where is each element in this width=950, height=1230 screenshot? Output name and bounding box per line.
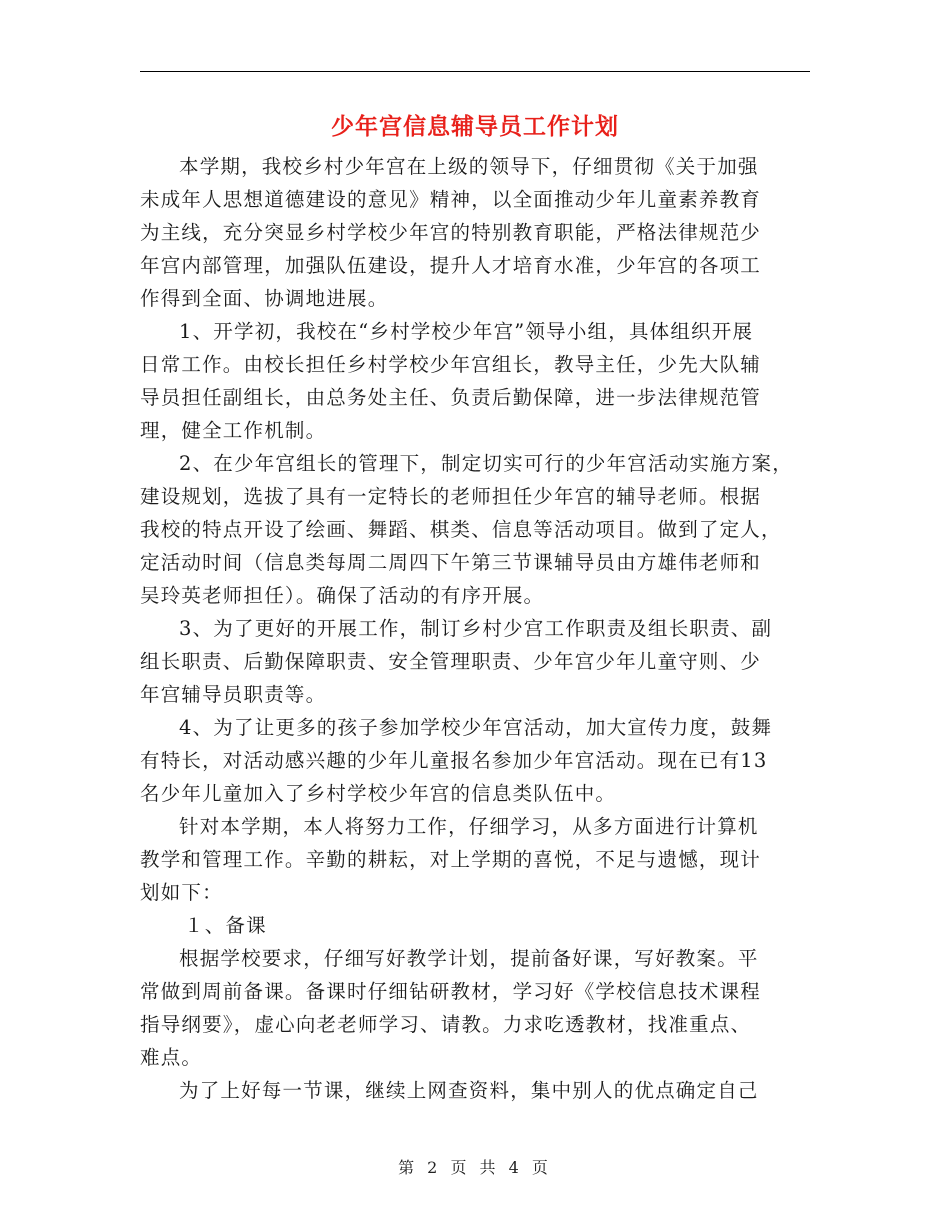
text-line: 导员担任副组长，由总务处主任、负责后勤保障，进一步法律规范管 (140, 386, 762, 409)
text-line: 年宫内部管理，加强队伍建设，提升人才培育水准，少年宫的各项工 (140, 254, 762, 277)
paragraph (140, 150, 812, 315)
text-line: 名少年儿童加入了乡村学校少年宫的信息类队伍中。 (140, 782, 617, 805)
text-line: 有特长，对活动感兴趣的少年儿童报名参加少年宫活动。现在已有13 (140, 749, 768, 772)
text-line: 为主线，充分突显乡村学校少年宫的特别教育职能，严格法律规范少 (140, 221, 762, 244)
paragraph (140, 810, 812, 909)
text-line: 针对本学期，本人将努力工作，仔细学习，从多方面进行计算机 (179, 815, 759, 838)
text-line: 作得到全面、协调地进展。 (140, 287, 389, 310)
header-rule (140, 71, 810, 72)
text-line: 我校的特点开设了绘画、舞蹈、棋类、信息等活动项目。做到了定人， (140, 518, 782, 541)
text-line: 吴玲英老师担任）。确保了活动的有序开展。 (140, 584, 545, 607)
text-line: 常做到周前备课。备课时仔细钻研教材，学习好《学校信息技术课程 (140, 980, 762, 1003)
text-line: 建设规划，选拔了具有一定特长的老师担任少年宫的辅导老师。根据 (140, 485, 762, 508)
paragraph (140, 711, 812, 810)
document-title: 少年宫信息辅导员工作计划 (331, 114, 619, 140)
text-line: 组长职责、后勤保障职责、安全管理职责、少年宫少年儿童守则、少 (140, 650, 762, 673)
paragraph (140, 315, 812, 447)
paragraph (140, 612, 812, 711)
text-line: 1、开学初，我校在“乡村学校少年宫”领导小组，具体组织开展 (179, 320, 754, 343)
text-line: 为了上好每一节课，继续上网查资料，集中别人的优点确定自己 (179, 1079, 759, 1102)
paragraph-group-intro (140, 150, 812, 909)
page-footer: 第 2 页 共 4 页 (398, 1158, 552, 1177)
text-line: 难点。 (140, 1046, 203, 1069)
text-line: 日常工作。由校长担任乡村学校少年宫组长，教导主任，少先大队辅 (140, 353, 762, 376)
text-line: 3、为了更好的开展工作，制订乡村少宫工作职责及组长职责、副 (179, 617, 773, 640)
text-line: 教学和管理工作。辛勤的耕耘，对上学期的喜悦，不足与遗憾，现计 (140, 848, 762, 871)
text-line: 定活动时间（信息类每周二周四下午第三节课辅导员由方雄伟老师和 (140, 551, 762, 574)
paragraph (140, 1074, 812, 1107)
text-line: 指导纲要》，虚心向老老师学习、请教。力求吃透教材，找准重点、 (140, 1013, 752, 1036)
paragraph-group-lesson-prep (140, 942, 812, 1107)
text-line: 根据学校要求，仔细写好教学计划，提前备好课，写好教案。平 (179, 947, 759, 970)
paragraph (140, 942, 812, 1074)
section-heading-lesson-prep: １、备课 (184, 914, 267, 937)
text-line: 划如下： (140, 881, 223, 904)
paragraph (140, 447, 812, 612)
text-line: 4、为了让更多的孩子参加学校少年宫活动，加大宣传力度，鼓舞 (179, 716, 773, 739)
text-line: 未成年人思想道德建设的意见》精神，以全面推动少年儿童素养教育 (140, 188, 762, 211)
text-line: 本学期，我校乡村少年宫在上级的领导下，仔细贯彻《关于加强 (179, 155, 759, 178)
text-line: 2、在少年宫组长的管理下，制定切实可行的少年宫活动实施方案， (179, 452, 793, 475)
text-line: 年宫辅导员职责等。 (140, 683, 327, 706)
text-line: 理，健全工作机制。 (140, 419, 327, 442)
document-body (140, 150, 812, 1107)
